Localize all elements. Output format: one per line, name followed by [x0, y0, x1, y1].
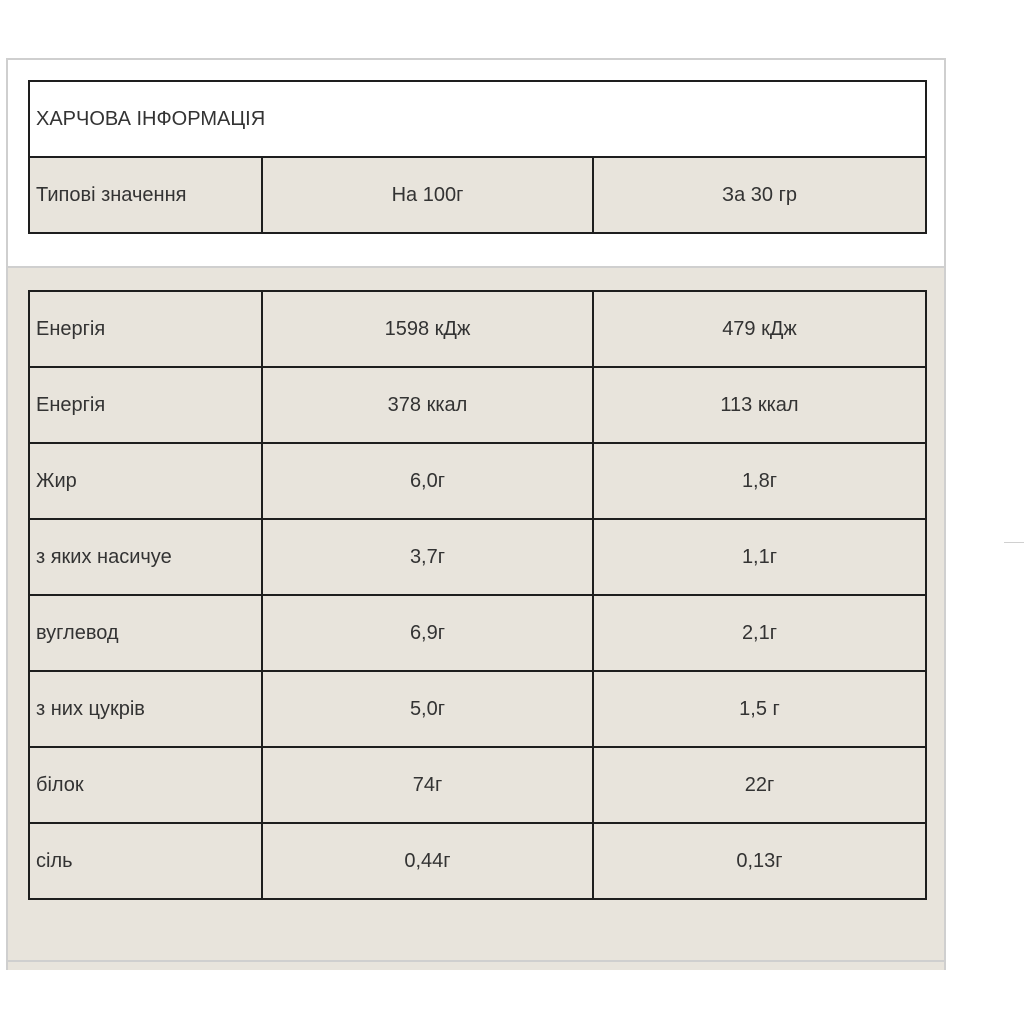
title-row	[29, 81, 926, 157]
nutrient-name: вуглевод	[29, 595, 262, 671]
table-row	[29, 823, 926, 899]
value-per-100g: 3,7г	[262, 519, 593, 595]
value-per-30g: 0,13г	[593, 823, 926, 899]
table-title: ХАРЧОВА ІНФОРМАЦІЯ	[29, 81, 926, 157]
nutrient-name: білок	[29, 747, 262, 823]
header-row	[29, 157, 926, 233]
table-row	[29, 747, 926, 823]
value-per-30g: 113 ккал	[593, 367, 926, 443]
value-per-30g: 1,1г	[593, 519, 926, 595]
value-per-100g: 1598 кДж	[262, 291, 593, 367]
nutrient-name: з них цукрів	[29, 671, 262, 747]
column-header-per-30g: За 30 гр	[593, 157, 926, 233]
table-row	[29, 519, 926, 595]
value-per-100g: 5,0г	[262, 671, 593, 747]
table-row	[29, 595, 926, 671]
nutrient-name: сіль	[29, 823, 262, 899]
column-header-per-100g: На 100г	[262, 157, 593, 233]
nutrient-name: Енергія	[29, 291, 262, 367]
divider	[1004, 542, 1024, 543]
divider	[6, 960, 946, 962]
value-per-30g: 479 кДж	[593, 291, 926, 367]
nutrition-values-table	[28, 290, 927, 900]
column-header-typical-values: Типові значення	[29, 157, 262, 233]
value-per-30g: 22г	[593, 747, 926, 823]
value-per-100g: 378 ккал	[262, 367, 593, 443]
nutrition-header-table	[28, 80, 927, 234]
table-row	[29, 443, 926, 519]
value-per-100g: 74г	[262, 747, 593, 823]
table-row	[29, 367, 926, 443]
value-per-30g: 2,1г	[593, 595, 926, 671]
nutrient-name: Енергія	[29, 367, 262, 443]
table-row	[29, 671, 926, 747]
value-per-100g: 6,0г	[262, 443, 593, 519]
value-per-100g: 0,44г	[262, 823, 593, 899]
table-row	[29, 291, 926, 367]
value-per-30g: 1,8г	[593, 443, 926, 519]
nutrient-name: з яких насичуе	[29, 519, 262, 595]
nutrient-name: Жир	[29, 443, 262, 519]
value-per-100g: 6,9г	[262, 595, 593, 671]
value-per-30g: 1,5 г	[593, 671, 926, 747]
